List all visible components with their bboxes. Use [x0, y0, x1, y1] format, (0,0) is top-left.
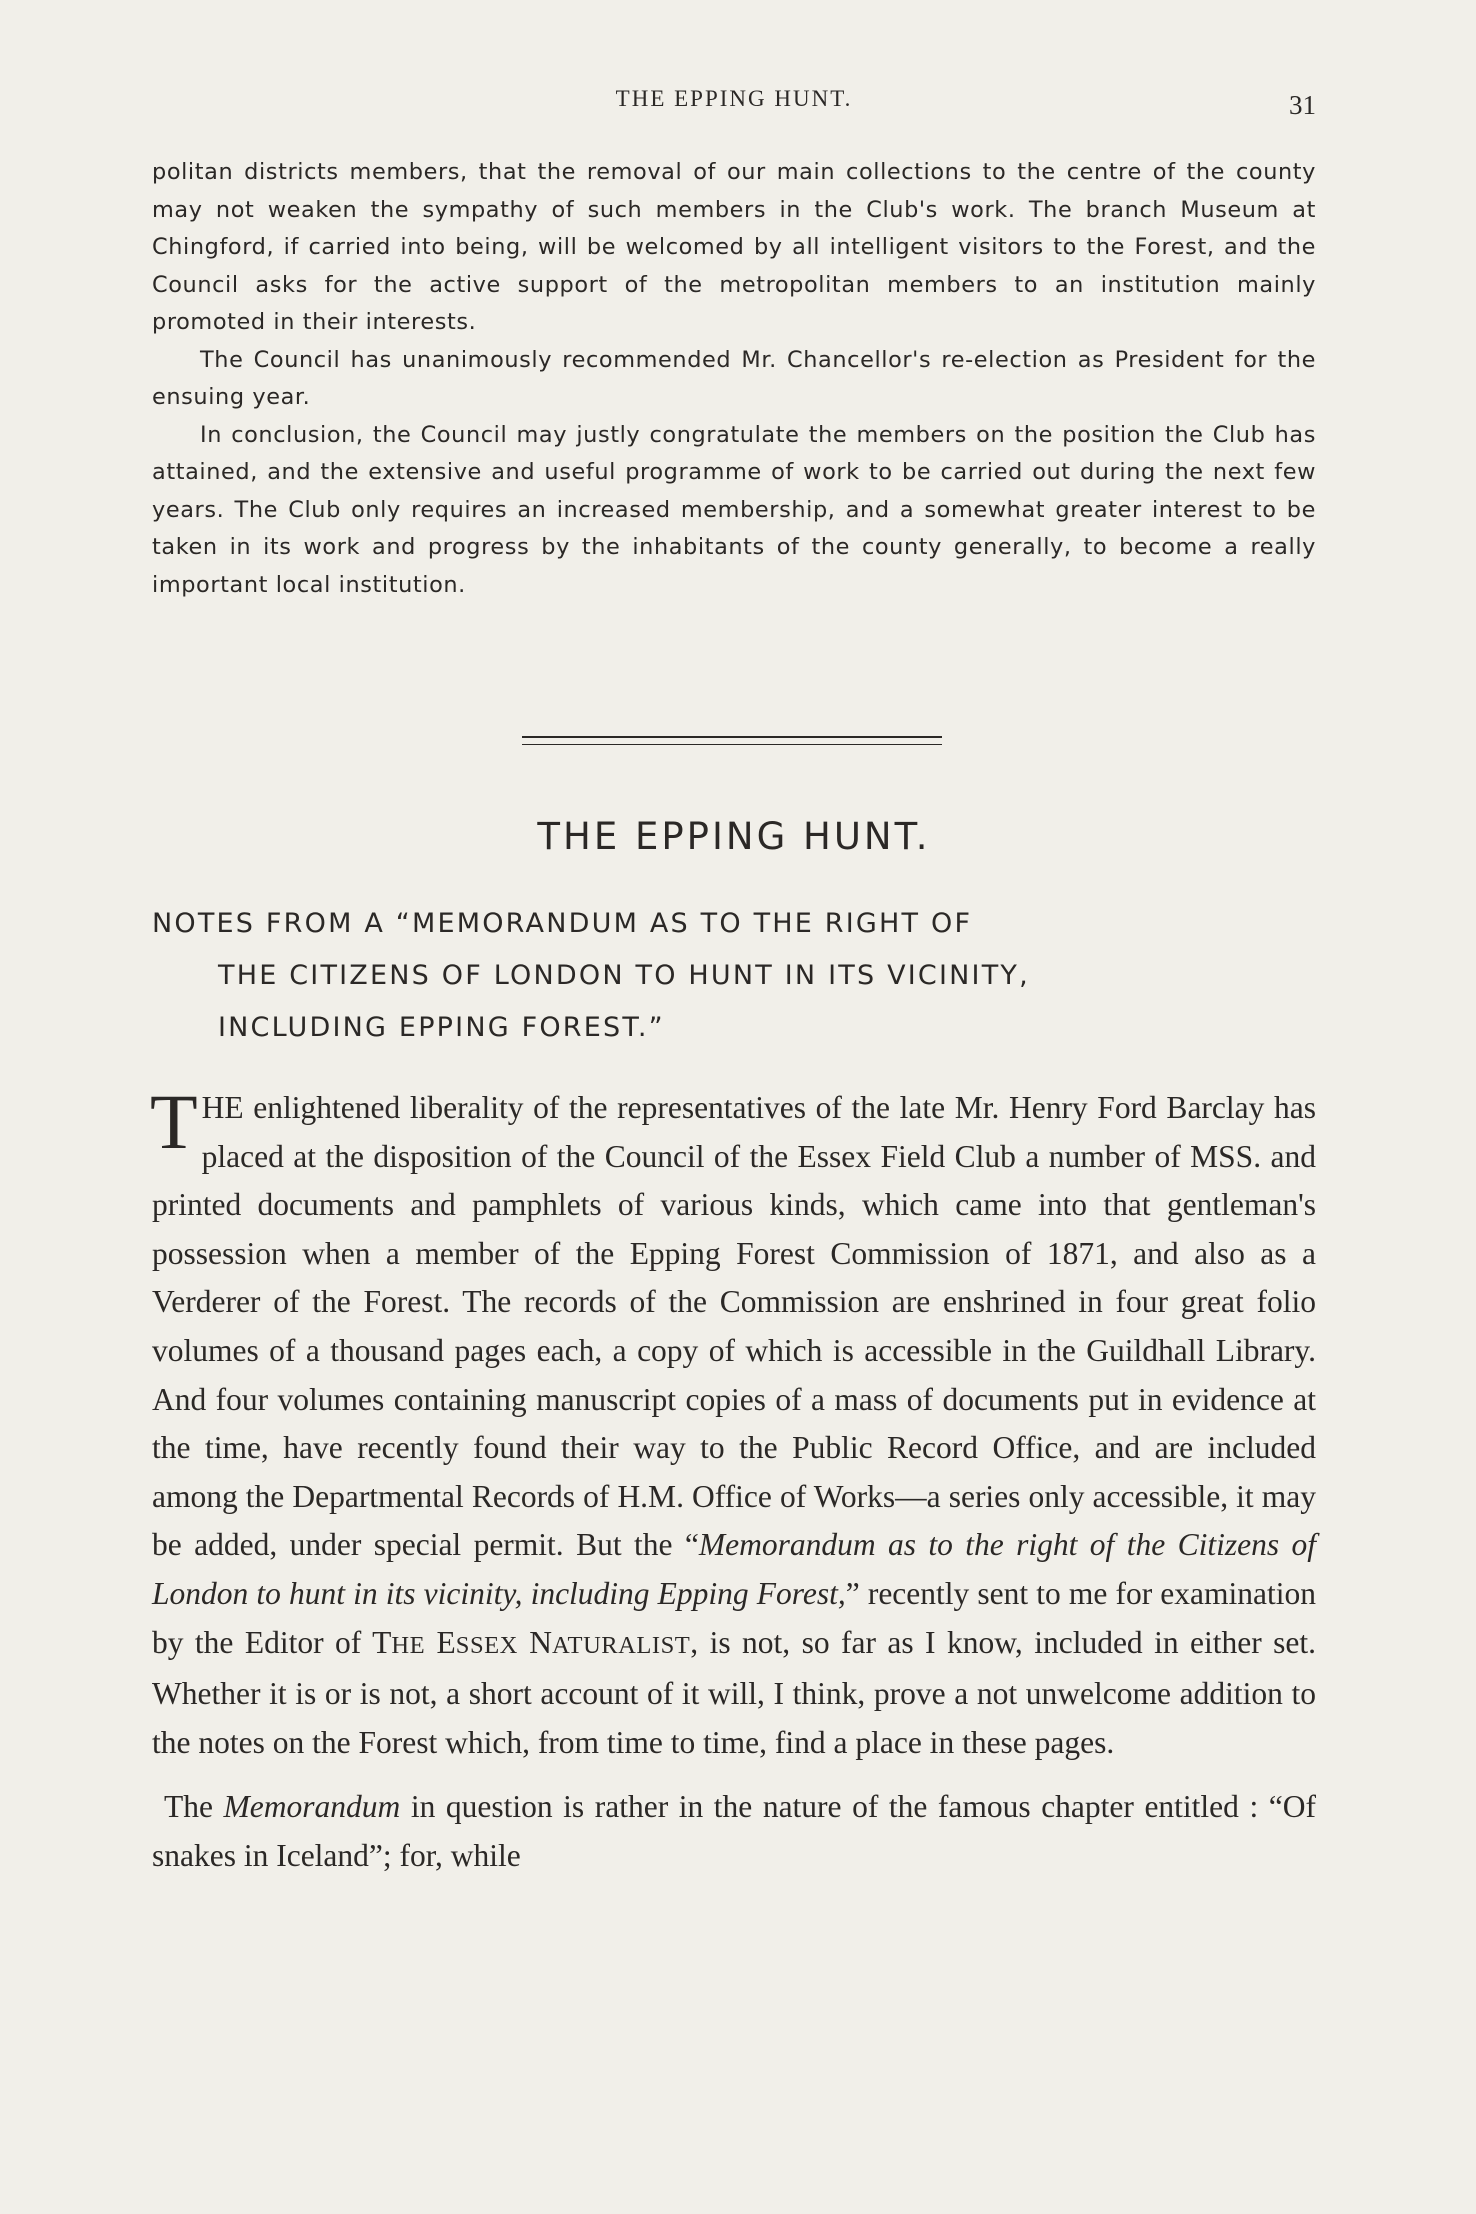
paragraph: The Council has unanimously recommended Mr. Chancellor's re-election as President for the ensuing year.	[152, 346, 1316, 410]
text-run: ” recently sent to me for examination by the Editor of	[152, 1575, 1316, 1660]
text-run: SSEX	[455, 1631, 518, 1659]
text-run: HE	[391, 1631, 426, 1659]
article-subtitle	[152, 898, 1316, 1054]
text-run: T	[372, 1624, 392, 1660]
text-run: , is not, so far as I know, included in either set. Whether it is or is not, a short account of it will, I think, prove a not unwelcome addition to the notes on the Forest which, from time to time, find a place in these pages.	[152, 1624, 1317, 1760]
text-run: HE enlightened liberality of the representatives of the late Mr. Henry Ford Barclay has placed at the disposition of the Council of the Essex Field Club a number of MSS. and printed documents and pamphlets of various kinds, which came into that gentleman's possession when a member of the Epping Forest Commission of 1871, and also as a Verderer of the Forest. The records of the Commission are enshrined in four great folio volumes of a thousand pages each, a copy of which is accessible in the Guildhall Library. And four volumes containing manuscript copies of a mass of documents put in evidence at the time, have recently found their way to the Public Record Office, and are included among the Departmental Records of H.M. Office of Works—a series only accessible, it may be added, under special permit. But the “	[152, 1090, 1316, 1563]
running-title: THE EPPING HUNT.	[615, 86, 853, 111]
text-run: N	[529, 1624, 553, 1660]
italic-title: Memorandum as to the right of the Citizens of London to hunt in its vicinity, including Epping Forest,	[152, 1527, 1316, 1611]
running-header	[152, 82, 1316, 122]
text-run: The	[164, 1789, 224, 1825]
journal-name	[372, 1625, 690, 1660]
paragraph: In conclusion, the Council may justly congratulate the members on the position the Club has attained, and the extensive and useful programme of work to be carried out during the next few years. The Club only requires an increased membership, and a somewhat greater interest to be taken in its work and progress by the inhabitants of the county generally, to become a really important local institution.	[152, 421, 1316, 598]
paragraph: politan districts members, that the removal of our main collections to the centre of the county may not weaken the sympathy of such members in the Club's work. The branch Museum at Chingford, if carried into being, will be welcomed by all intelligent visitors to the Forest, and the Council asks for the active support of the metropolitan members to an institution mainly promoted in their interests.	[152, 159, 1316, 335]
text-run: in question is rather in the nature of the famous chapter entitled : “Of snakes in Iceland”; for, while	[152, 1789, 1316, 1873]
document-page	[152, 0, 1316, 2214]
paragraph	[152, 1783, 1316, 1880]
subtitle-line: NOTES FROM A “MEMORANDUM AS TO THE RIGHT OF	[152, 908, 973, 939]
drop-cap: T	[150, 1078, 198, 1165]
subtitle-line: THE CITIZENS OF LONDON TO HUNT IN ITS VICINITY,	[218, 960, 1030, 991]
article-title: THE EPPING HUNT.	[537, 815, 931, 858]
subtitle-line: INCLUDING EPPING FOREST.”	[218, 1012, 665, 1043]
text-run: E	[436, 1624, 456, 1660]
italic-term: Memorandum	[223, 1789, 401, 1825]
section-divider	[522, 736, 942, 745]
paragraph	[150, 1078, 1317, 1767]
page-number: 31	[1289, 90, 1316, 120]
text-run: ATURALIST	[552, 1631, 691, 1659]
council-report-text	[152, 154, 1316, 604]
article-body	[150, 1078, 1317, 1881]
